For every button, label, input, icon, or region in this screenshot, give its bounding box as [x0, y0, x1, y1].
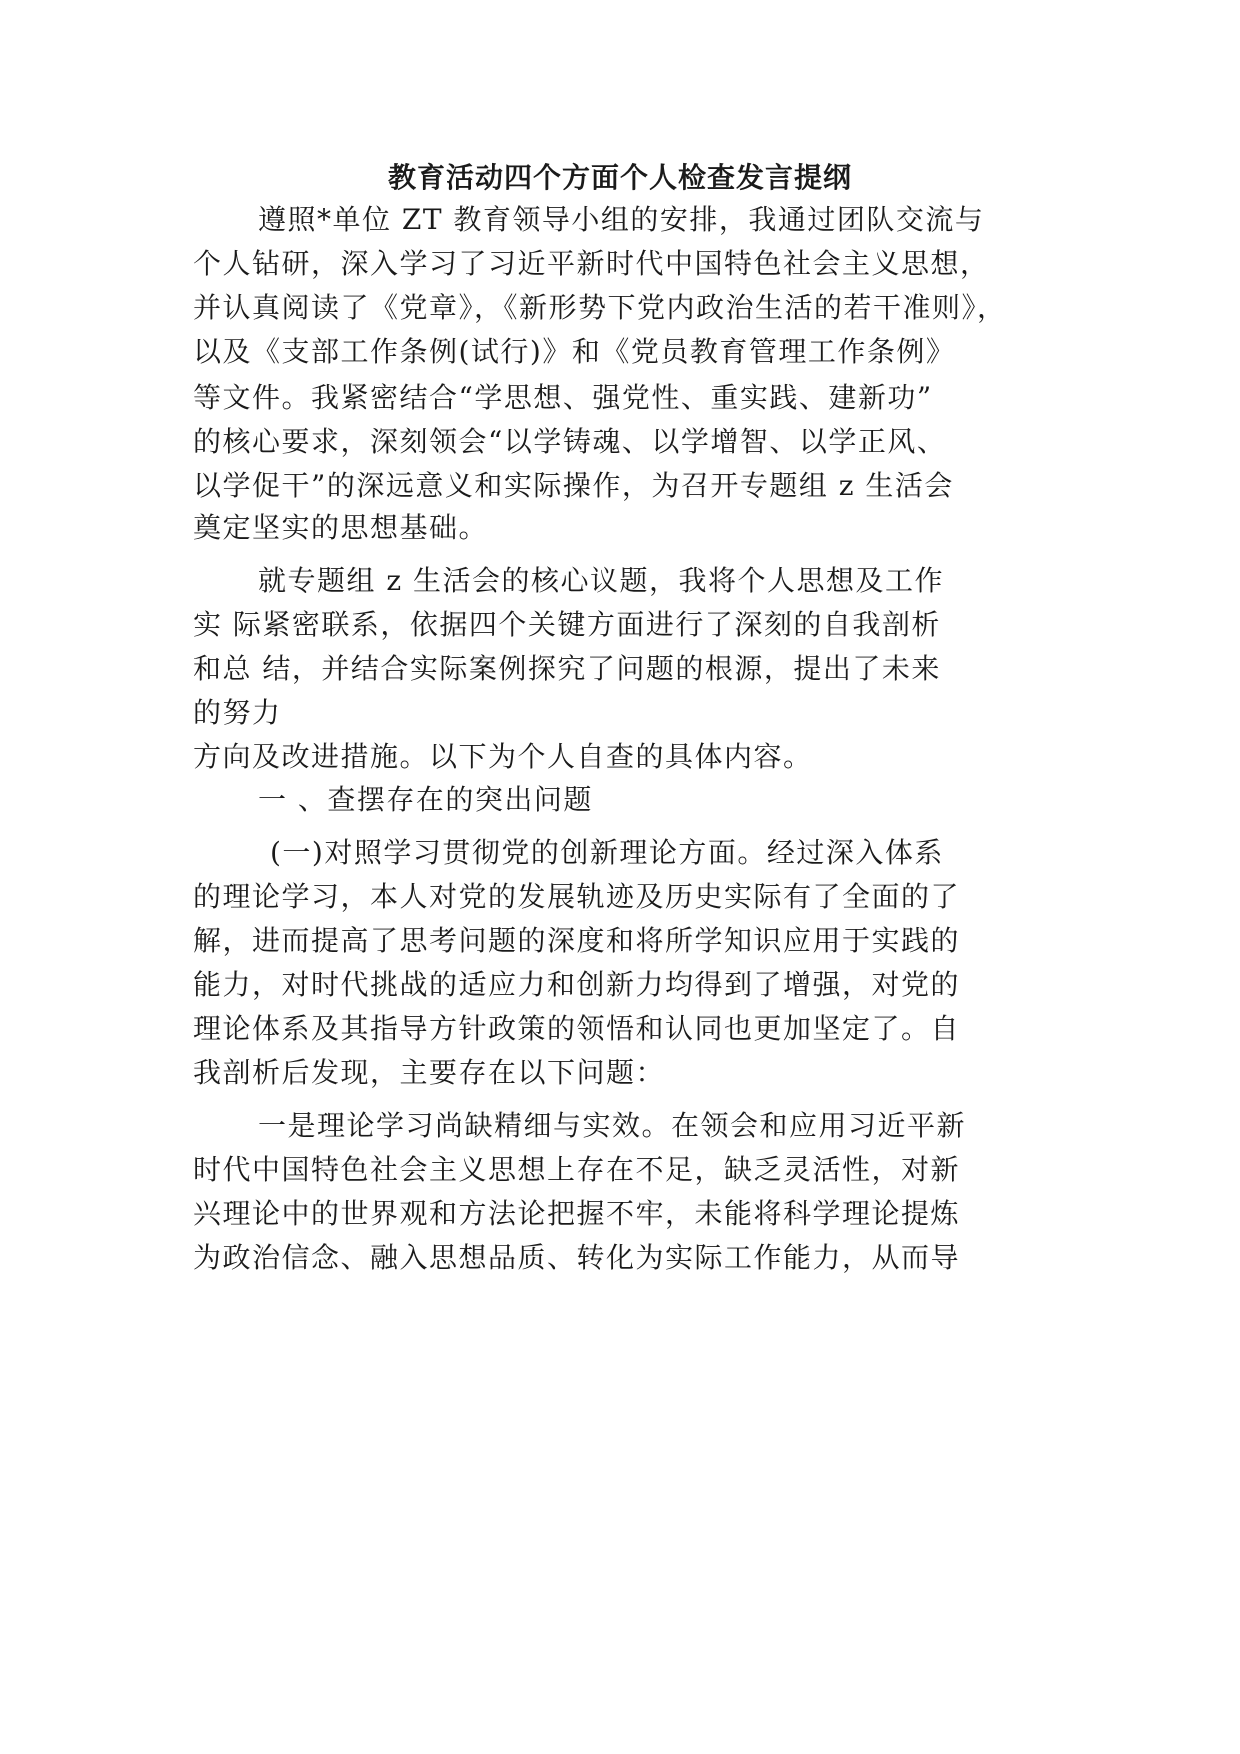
- paragraph-line: 为政治信念、融入思想品质、转化为实际工作能力，从而导: [193, 1241, 961, 1274]
- section-heading: 一 、查摆存在的突出问题: [258, 783, 593, 816]
- paragraph-line: 和总 结，并结合实际案例探究了问题的根源，提出了未来: [193, 652, 941, 685]
- paragraph-line: 就专题组 z 生活会的核心议题，我将个人思想及工作: [258, 564, 945, 597]
- paragraph-line: 以及《支部工作条例(试行)》和《党员教育管理工作条例》: [193, 335, 956, 368]
- document-title: 教育活动四个方面个人检查发言提纲: [387, 161, 852, 194]
- paragraph-line: 以学促干”的深远意义和实际操作，为召开专题组 z 生活会: [193, 469, 954, 502]
- paragraph-line: 能力，对时代挑战的适应力和创新力均得到了增强，对党的: [193, 968, 961, 1001]
- paragraph-line: 解，进而提高了思考问题的深度和将所学知识应用于实践的: [193, 924, 961, 957]
- paragraph-line: 兴理论中的世界观和方法论把握不牢，未能将科学理论提炼: [193, 1197, 961, 1230]
- paragraph-line: 理论体系及其指导方针政策的领悟和认同也更加坚定了。自: [193, 1012, 961, 1045]
- paragraph-line: 时代中国特色社会主义思想上存在不足，缺乏灵活性，对新: [193, 1153, 961, 1186]
- paragraph-line: 并认真阅读了《党章》，《新形势下党内政治生活的若干准则》，: [193, 291, 1007, 324]
- paragraph-line: 的核心要求，深刻领会“以学铸魂、以学增智、以学正风、: [193, 425, 947, 458]
- paragraph-line: 奠定坚实的思想基础。: [193, 511, 489, 544]
- paragraph-line: 我剖析后发现，主要存在以下问题：: [193, 1056, 666, 1089]
- paragraph-line: 实 际紧密联系，依据四个关键方面进行了深刻的自我剖析: [193, 608, 941, 641]
- paragraph-line: 方向及改进措施。以下为个人自查的具体内容。: [193, 740, 813, 773]
- paragraph-line: (一)对照学习贯彻党的创新理论方面。经过深入体系: [270, 836, 944, 869]
- paragraph-line: 一是理论学习尚缺精细与实效。在领会和应用习近平新: [258, 1109, 967, 1142]
- paragraph-line: 的理论学习，本人对党的发展轨迹及历史实际有了全面的了: [193, 880, 961, 913]
- paragraph-line: 等文件。我紧密结合“学思想、强党性、重实践、建新功”: [193, 381, 933, 414]
- paragraph-line: 遵照*单位 ZT 教育领导小组的安排，我通过团队交流与: [258, 203, 985, 236]
- paragraph-line: 个人钻研，深入学习了习近平新时代中国特色社会主义思想，: [193, 247, 990, 280]
- paragraph-line: 的努力: [193, 696, 282, 729]
